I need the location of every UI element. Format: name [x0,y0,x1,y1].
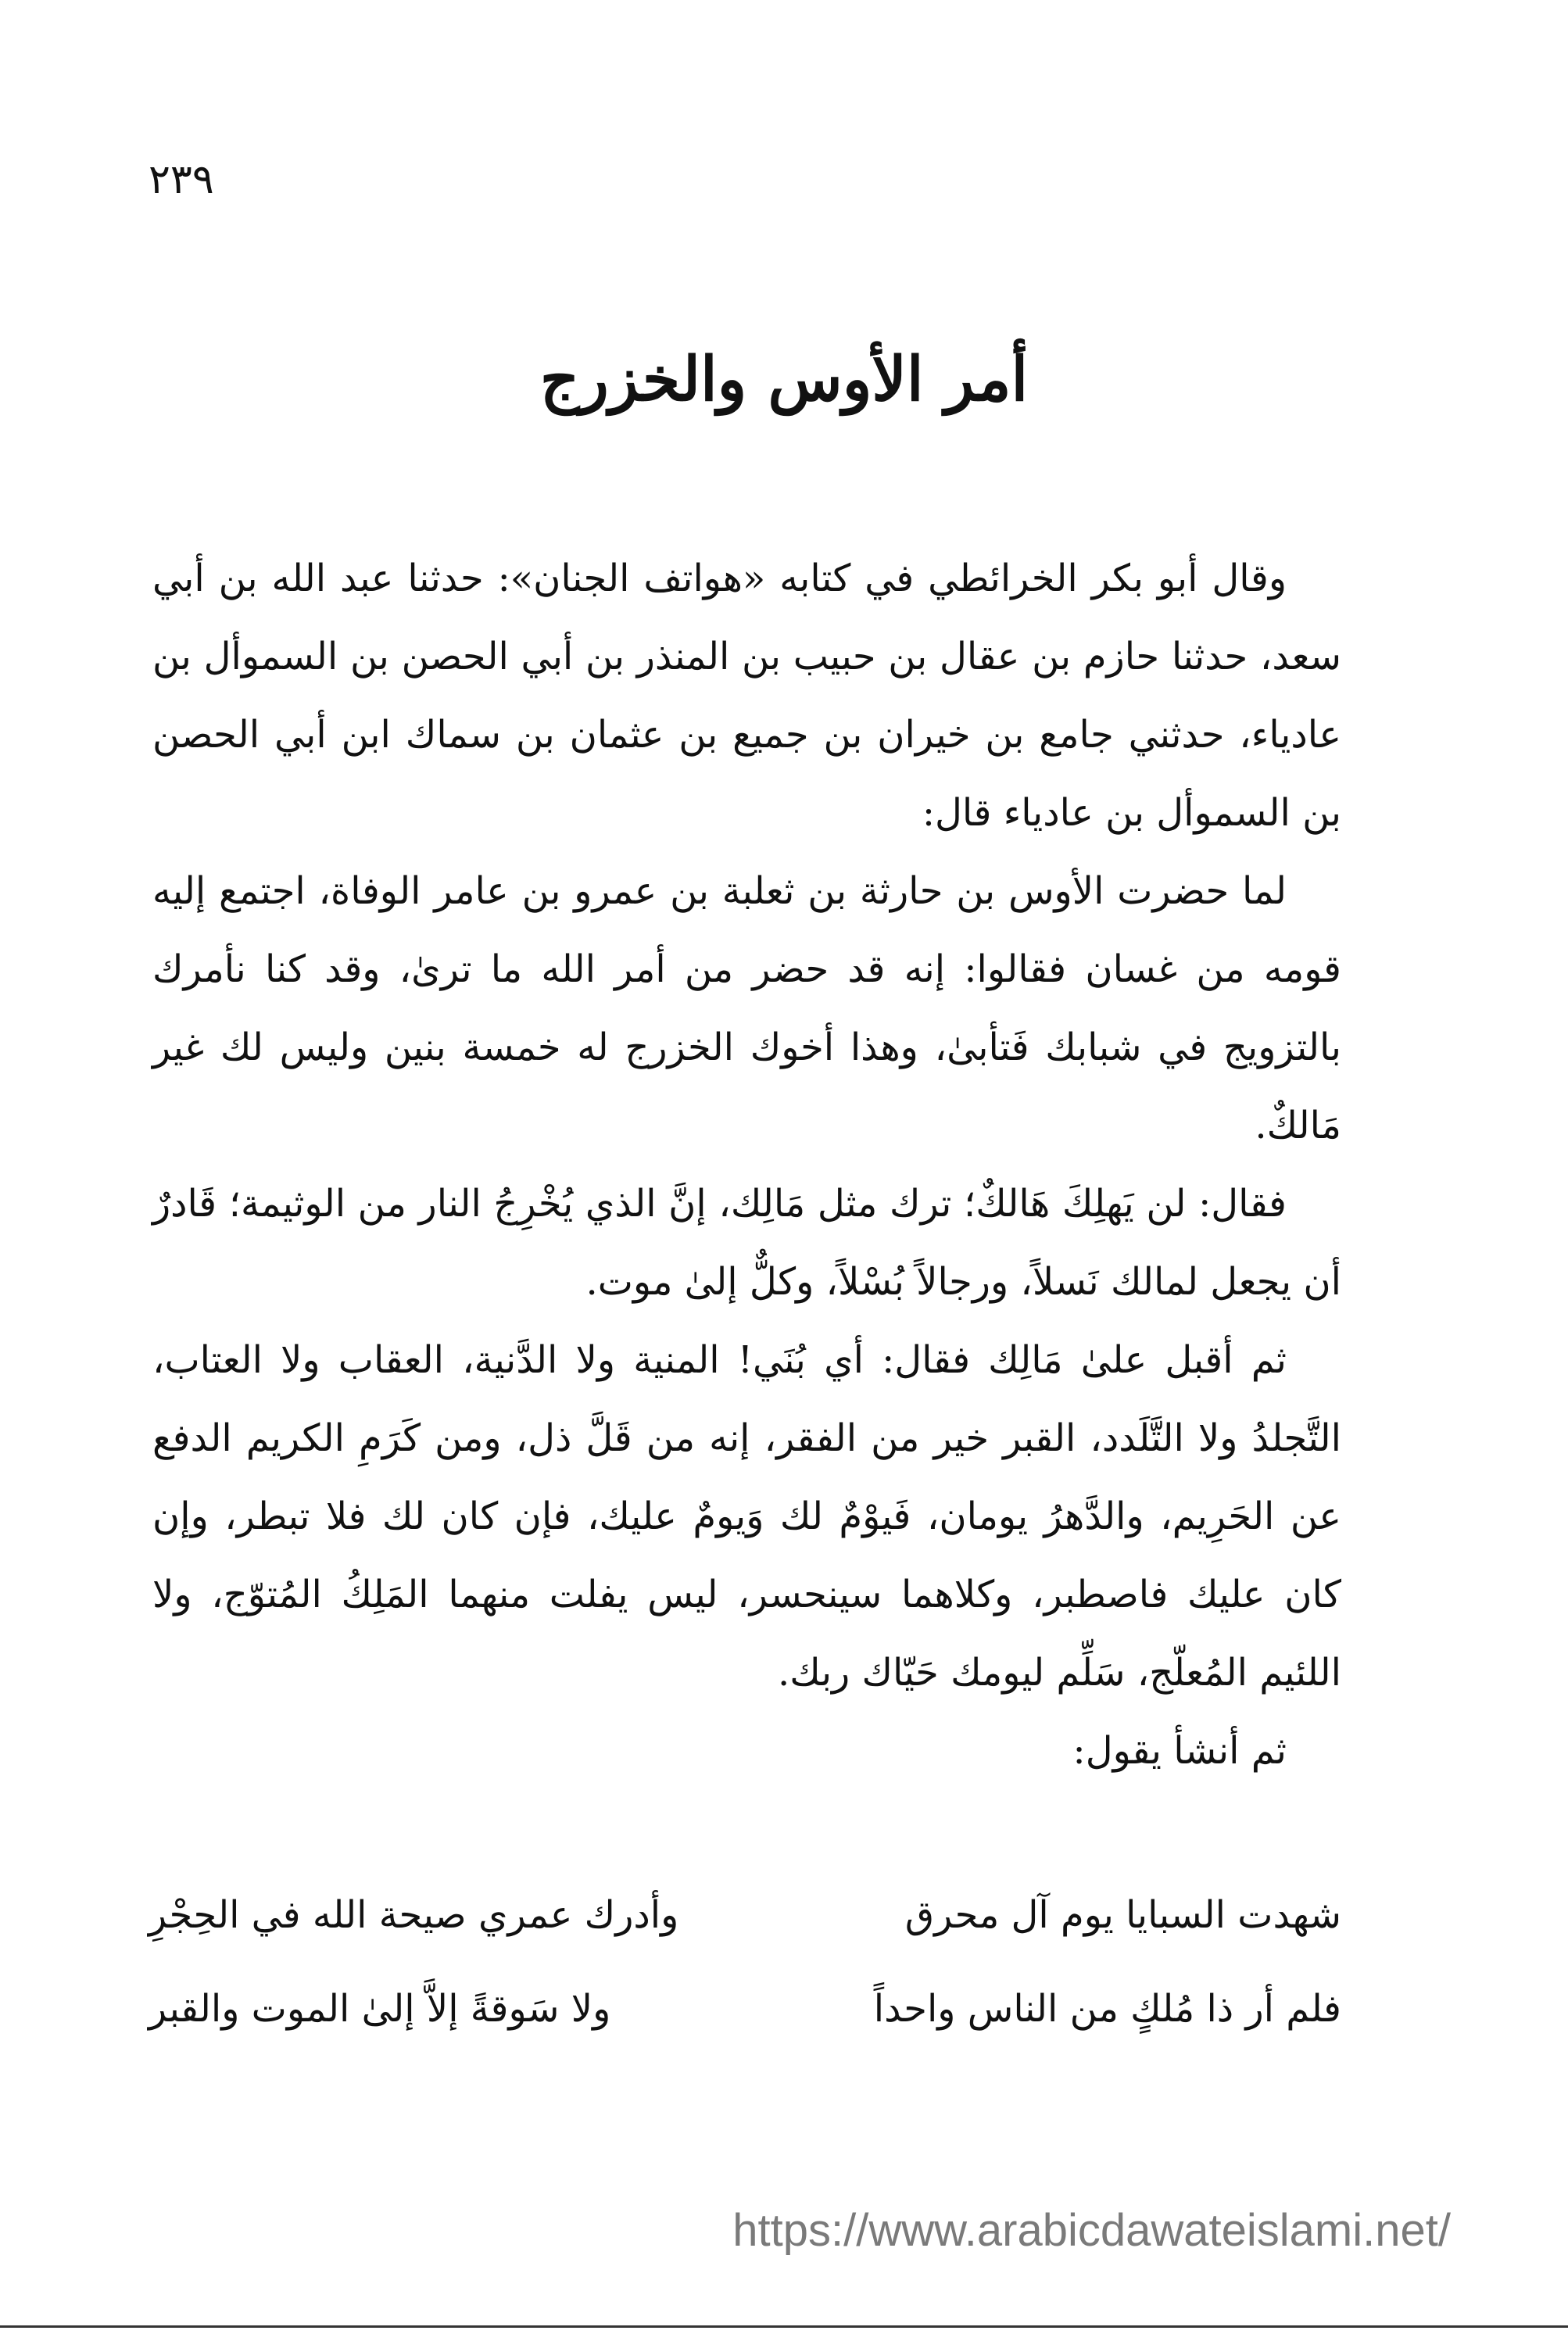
paragraph-poem-intro: ثم أنشأ يقول: [1072,1729,1287,1773]
poem-verse-first-hemistich: شهدت السبايا يوم آل محرق [904,1893,1341,1937]
watermark-url: https://www.arabicdawateislami.net/ [732,2205,1451,2256]
poem-verse [149,1962,1341,2056]
chapter-title: أمر الأوس والخزرج [539,344,1029,415]
body-text [152,539,1341,1790]
paragraph-reply: فقال: لن يَهلِكَ هَالكٌ؛ ترك مثل مَالِك، إنَّ الذي يُخْرِجُ النار من الوثيمة؛ قَادرٌ أن يجعل لمالك نَسلاً، ورجالاً بُسْلاً، وكلٌّ إلىٰ موت. [152,1182,1341,1304]
page-number: ٢٣٩ [149,156,214,203]
poem-verse-first-hemistich: فلم أر ذا مُلكٍ من الناس واحداً [873,1987,1341,2031]
poem-verse-second-hemistich: وأدرك عمري صيحة الله في الحِجْرِ [149,1893,679,1937]
paragraph-advice: ثم أقبل علىٰ مَالِك فقال: أي بُنَي! المنية ولا الدَّنية، العقاب ولا العتاب، التَّجلدُ ولا التَّلَدد، القبر خير من الفقر، إنه من قَلَّ ذل، ومن كَرَمِ الكريم الدفع عن الحَرِيم، والدَّهرُ يومان، فَيوْمٌ لك وَيومٌ عليك، فإن كان لك فلا تبطر، وإن كان عليك فاصطبر، وكلاهما سينحسر، ليس يفلت منهما المَلِكُ المُتوّج، ولا اللئيم المُعلّج، سَلِّم ليومك حَيّاك ربك. [152,1338,1341,1695]
paragraph-isnad: وقال أبو بكر الخرائطي في كتابه «هواتف الجنان»: حدثنا عبد الله بن أبي سعد، حدثنا حازم بن عقال بن حبيب بن المنذر بن أبي الحصن بن السموأل بن عادياء، حدثني جامع بن خيران بن جميع بن عثمان بن سماك ابن أبي الحصن بن السموأل بن عادياء قال: [152,557,1341,835]
poem-verse [149,1868,1341,1962]
page-edge-divider [0,2325,1568,2328]
paragraph-narrative: لما حضرت الأوس بن حارثة بن ثعلبة بن عمرو بن عامر الوفاة، اجتمع إليه قومه من غسان فقالوا: إنه قد حضر من أمر الله ما ترىٰ، وقد كنا نأمرك بالتزويج في شبابك فَتأبىٰ، وهذا أخوك الخزرج له خمسة بنين وليس لك غير مَالكٌ. [152,869,1341,1147]
poem [149,1868,1341,2056]
poem-verse-second-hemistich: ولا سَوقةً إلاَّ إلىٰ الموت والقبر [149,1987,611,2031]
